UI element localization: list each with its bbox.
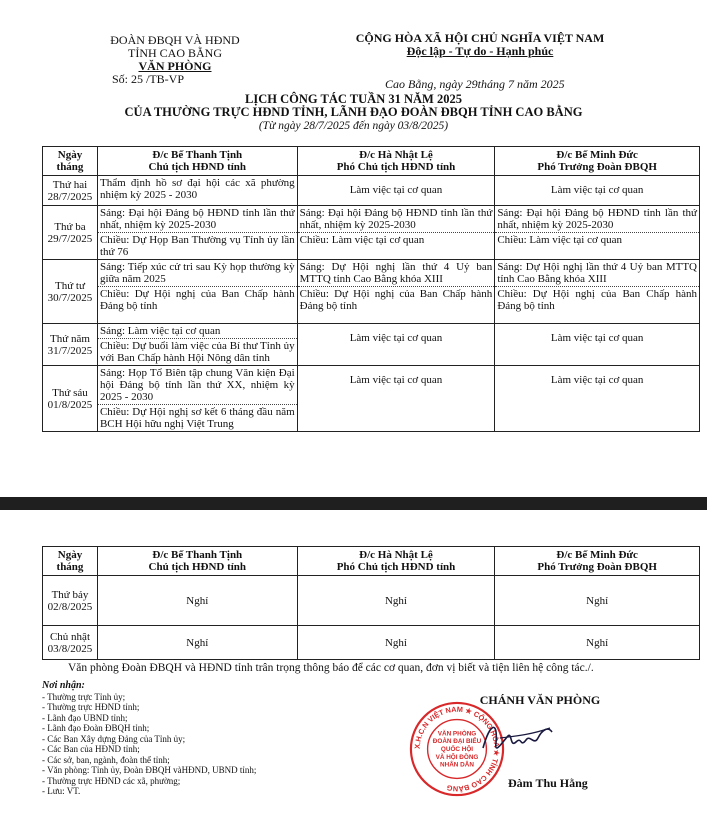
table-row [43, 576, 700, 626]
header-col1-line: Chủ tịch HĐND tỉnh [148, 561, 247, 573]
recipients-title: Nơi nhận: [42, 680, 85, 691]
activity-text: Sáng: Đại hội Đảng bộ HĐND tỉnh lần thứ nhất, nhiệm kỳ 2025-2030 [99, 207, 295, 231]
day-cell [43, 576, 98, 626]
activity-text: Chiều: Dự Hội nghị của Ban Chấp hành Đảng bộ tỉnh [99, 288, 295, 312]
recipient-item: - Thường trực HĐND các xã, phường; [42, 775, 181, 786]
table-row [43, 626, 700, 660]
day-label: Chủ nhật [49, 630, 90, 643]
national-title: CỘNG HÒA XÃ HỘI CHỦ NGHĨA VIỆT NAM [355, 31, 605, 45]
activity-text: Chiều: Dự Họp Ban Thường vụ Tỉnh ủy lần thứ 76 [99, 234, 295, 258]
handwritten-signature [478, 718, 558, 760]
activity-text: Làm việc tại cơ quan [349, 374, 443, 386]
schedule-cell [297, 626, 495, 660]
date-range: (Từ ngày 28/7/2025 đến ngày 03/8/2025) [258, 120, 449, 132]
activity-text: Sáng: Đại hội Đảng bộ HĐND tỉnh lần thứ nhất, nhiệm kỳ 2025-2030 [299, 207, 493, 231]
day-label: Thứ bảy [51, 588, 89, 601]
activity-text: Chiều: Dự Hội nghị sơ kết 6 tháng đầu năm BCH Hội hữu nghị Việt Trung [99, 406, 295, 430]
document-number: Số: 25 /TB-VP [112, 72, 185, 86]
day-label: 30/7/2025 [47, 291, 93, 304]
header-col3 [495, 147, 700, 176]
signer-name: Đàm Thu Hằng [508, 776, 588, 790]
activity-text: Nghỉ [384, 594, 407, 607]
day-label: Thứ ba [54, 220, 86, 233]
activity-text: Sáng: Dự Hội nghị lần thứ 4 Uỷ ban MTTQ tỉnh Cao Bằng khóa XIII [497, 261, 697, 285]
stamp-ring-text: X.H.C.N VIỆT NAM ★ CỘNG HÒA ★ TỈNH CAO BẰNG [412, 704, 502, 794]
footer-note: Văn phòng Đoàn ĐBQH và HĐND tỉnh trân trọng thông báo để các cơ quan, đơn vị biết và tiện liên hệ công tác./. [68, 662, 594, 674]
activity-text: Chiều: Làm việc tại cơ quan [298, 232, 495, 247]
day-label: Thứ năm [50, 332, 90, 345]
schedule-cell [495, 176, 700, 206]
day-cell [43, 260, 98, 324]
schedule-cell [495, 366, 700, 432]
activity-text: Nghỉ [586, 636, 609, 649]
recipient-item: - Thường trực Tỉnh ủy; [42, 691, 126, 702]
header-col2 [297, 147, 495, 176]
day-cell [43, 206, 98, 260]
activity-text: Chiều: Dự Hội nghị của Ban Chấp hành Đảng bộ tỉnh [299, 288, 493, 312]
activity-text: Sáng: Tiếp xúc cử tri sau Kỳ họp thường kỳ giữa năm 2025 [99, 261, 295, 285]
header-col3-line: Phó Trưởng Đoàn ĐBQH [537, 161, 657, 173]
activity-text: Sáng: Làm việc tại cơ quan [99, 325, 221, 337]
header-date [43, 547, 98, 576]
header-date [43, 147, 98, 176]
header-date-line: tháng [56, 161, 84, 173]
activity-text: Thẩm định hồ sơ đại hội các xã phường nhiệm kỳ 2025 - 2030 [99, 177, 295, 201]
header-col2 [297, 547, 495, 576]
agency-line-2: TỈNH CAO BẰNG [128, 46, 222, 60]
day-label: Thứ sáu [52, 386, 88, 399]
table-row [43, 324, 700, 366]
schedule-cell [495, 260, 700, 324]
header-col2-line: Đ/c Hà Nhật Lệ [359, 149, 433, 161]
stamp-center-line: QUỐC HỘI [440, 745, 474, 753]
activity-text: Sáng: Họp Tổ Biên tập chung Văn kiện Đại hội Đảng bộ tỉnh lần thứ XX, nhiệm kỳ 2025 - 2030 [99, 367, 295, 403]
header-col1-line: Chủ tịch HĐND tỉnh [148, 161, 247, 173]
table-row [43, 366, 700, 432]
day-label: 02/8/2025 [47, 600, 93, 613]
activity-text: Làm việc tại cơ quan [550, 332, 644, 344]
table-header-row [43, 147, 700, 176]
recipient-item: - Lãnh đạo UBND tỉnh; [42, 712, 128, 723]
recipient-item: - Các Ban Xây dựng Đảng của Tỉnh ủy; [42, 733, 186, 744]
header-col2-line: Đ/c Hà Nhật Lệ [359, 549, 433, 561]
national-motto: Độc lập - Tự do - Hạnh phúc [406, 44, 554, 58]
schedule-cell [495, 576, 700, 626]
header-col3-line: Đ/c Bế Minh Đức [556, 149, 638, 161]
table-row [43, 206, 700, 260]
schedule-cell [297, 206, 495, 260]
activity-text: Làm việc tại cơ quan [550, 184, 644, 196]
activity-text: Nghỉ [186, 636, 209, 649]
day-label: 28/7/2025 [47, 190, 93, 203]
recipient-item: - Văn phòng: Tỉnh ủy, Đoàn ĐBQH vàHĐND, UBND tỉnh; [42, 765, 257, 775]
schedule-cell [97, 260, 297, 324]
agency-header [60, 34, 290, 86]
header-col1 [97, 147, 297, 176]
stamp-center-line: VĂN PHÒNG [437, 730, 477, 738]
header-col3-line: Đ/c Bế Minh Đức [556, 549, 638, 561]
day-label: 03/8/2025 [47, 642, 93, 655]
page-title: LỊCH CÔNG TÁC TUẦN 31 NĂM 2025 [245, 92, 462, 106]
recipient-item: - Thường trực HĐND tỉnh; [42, 702, 140, 712]
header-col1-line: Đ/c Bế Thanh Tịnh [152, 149, 243, 161]
page-divider [0, 497, 707, 510]
header-date-line: tháng [56, 561, 84, 573]
recipients-list [42, 681, 256, 797]
table-header-row [43, 547, 700, 576]
recipient-item: - Lãnh đạo Đoàn ĐBQH tỉnh; [42, 723, 150, 733]
page-subtitle: CỦA THƯỜNG TRỰC HĐND TỈNH, LÃNH ĐẠO ĐOÀN ĐBQH TỈNH CAO BẰNG [124, 105, 583, 119]
activity-text: Làm việc tại cơ quan [349, 332, 443, 344]
header-date-line: Ngày [57, 149, 83, 161]
activity-text: Chiều: Dự Hội nghị của Ban Chấp hành Đảng bộ tỉnh [497, 288, 697, 312]
schedule-cell [495, 626, 700, 660]
schedule-cell [97, 366, 297, 432]
header-col1 [97, 547, 297, 576]
day-cell [43, 176, 98, 206]
header-date-line: Ngày [57, 549, 83, 561]
activity-text: Sáng: Dự Hội nghị lần thứ 4 Uỷ ban MTTQ tỉnh Cao Bằng khóa XIII [299, 261, 493, 285]
activity-text: Làm việc tại cơ quan [349, 184, 443, 196]
schedule-cell [495, 206, 700, 260]
day-label: 31/7/2025 [47, 344, 93, 357]
schedule-cell [97, 576, 297, 626]
recipient-item: - Các Ban của HĐND tỉnh; [42, 744, 140, 754]
table-row [43, 176, 700, 206]
schedule-table-week [42, 146, 700, 432]
activity-text: Sáng: Đại hội Đảng bộ HĐND tỉnh lần thứ nhất, nhiệm kỳ 2025-2030 [497, 207, 697, 231]
schedule-cell [97, 324, 297, 366]
recipient-item: - Các sở, ban, ngành, đoàn thể tỉnh; [42, 754, 170, 765]
schedule-cell [495, 324, 700, 366]
agency-office: VĂN PHÒNG [138, 59, 212, 73]
signature-role: CHÁNH VĂN PHÒNG [479, 693, 601, 707]
header-col3 [495, 547, 700, 576]
day-cell [43, 626, 98, 660]
day-label: 01/8/2025 [47, 398, 93, 411]
schedule-cell [297, 176, 495, 206]
activity-text: Nghỉ [586, 594, 609, 607]
header-col2-line: Phó Chủ tịch HĐND tỉnh [336, 561, 456, 573]
document-date: Cao Bằng, ngày 29tháng 7 năm 2025 [385, 77, 565, 91]
header-col3-line: Phó Trưởng Đoàn ĐBQH [537, 561, 657, 573]
activity-text: Chiều: Dự buổi làm việc của Bí thư Tỉnh ủy với Ban Chấp hành Hội Nông dân tỉnh [99, 340, 295, 364]
schedule-cell [97, 626, 297, 660]
schedule-cell [297, 576, 495, 626]
day-cell [43, 366, 98, 432]
stamp-center-line: VÀ HỘI ĐỒNG [435, 753, 479, 761]
day-label: Thứ hai [52, 178, 88, 191]
day-label: 29/7/2025 [47, 232, 93, 245]
header-col1-line: Đ/c Bế Thanh Tịnh [152, 549, 243, 561]
activity-text: Chiều: Làm việc tại cơ quan [495, 232, 699, 247]
activity-text: Làm việc tại cơ quan [550, 374, 644, 386]
agency-line-1: ĐOÀN ĐBQH VÀ HĐND [110, 33, 240, 47]
table-row [43, 260, 700, 324]
recipient-item: - Lưu: VT. [42, 786, 81, 796]
schedule-cell [97, 176, 297, 206]
schedule-cell [297, 260, 495, 324]
activity-text: Nghỉ [186, 594, 209, 607]
schedule-cell [297, 324, 495, 366]
day-label: Thứ tư [55, 279, 85, 292]
schedule-cell [97, 206, 297, 260]
schedule-cell [297, 366, 495, 432]
national-header [330, 32, 630, 58]
activity-text: Nghỉ [384, 636, 407, 649]
stamp-center-line: ĐOÀN ĐẠI BIỂU [432, 738, 482, 746]
schedule-table-weekend [42, 546, 700, 660]
stamp-center-line: NHÂN DÂN [440, 761, 474, 769]
day-cell [43, 324, 98, 366]
header-col2-line: Phó Chủ tịch HĐND tỉnh [336, 161, 456, 173]
